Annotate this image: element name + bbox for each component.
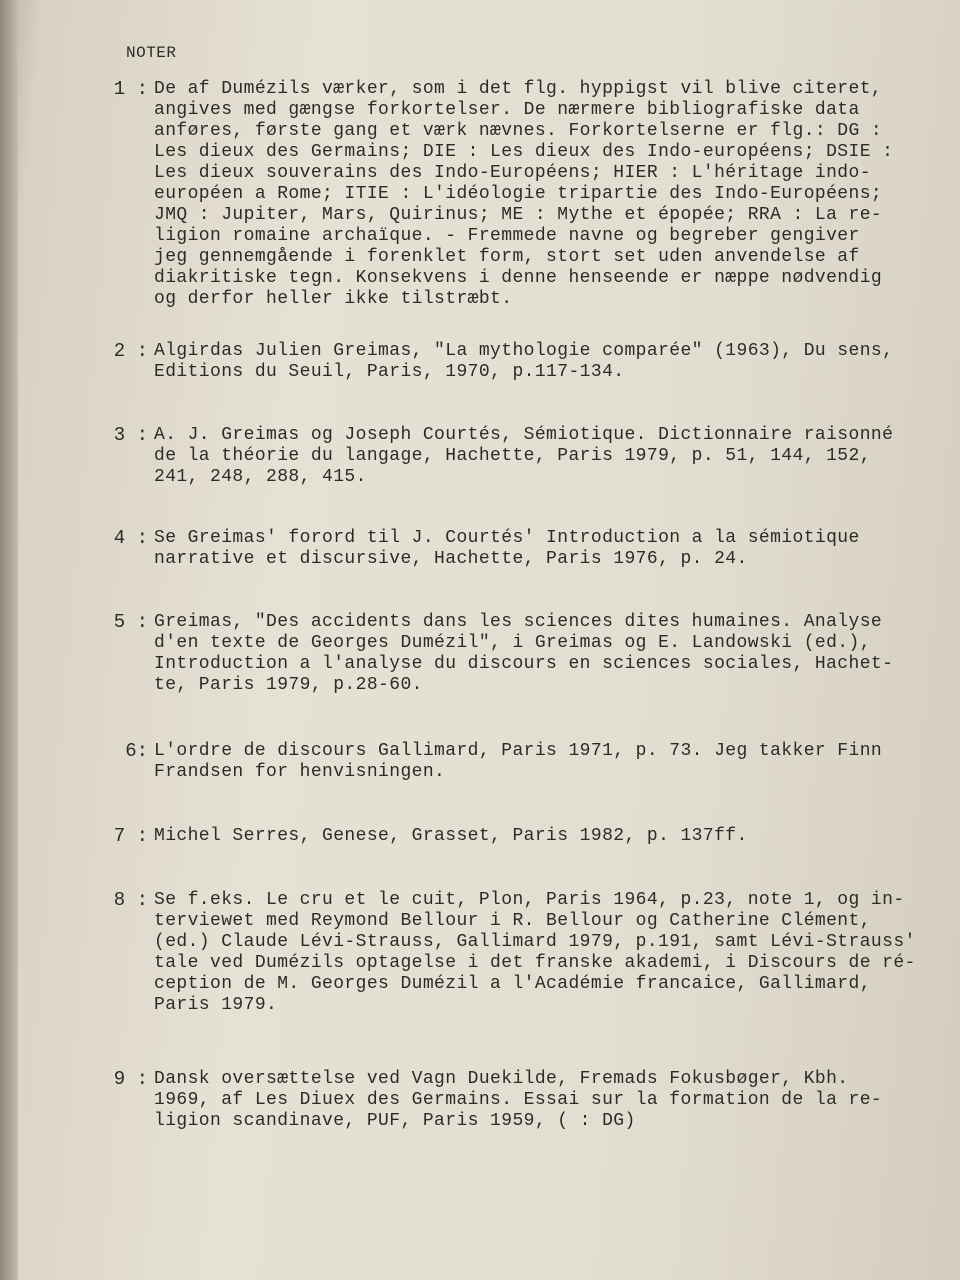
book-spine-shadow <box>0 0 18 1280</box>
footnote-number: 2 : <box>113 340 148 362</box>
footnote-line: Greimas, "Des accidents dans les sciences dites humaines. Analyse <box>154 612 883 632</box>
footnote-line: angives med gængse forkortelser. De nærmere bibliografiske data <box>154 100 860 120</box>
footnote-line: Dansk oversættelse ved Vagn Duekilde, Fremads Fokusbøger, Kbh. <box>154 1069 849 1089</box>
footnote-line: Introduction a l'analyse du discours en sciences sociales, Hachet- <box>154 654 894 674</box>
footnote-line: L'ordre de discours Gallimard, Paris 1971, p. 73. Jeg takker Finn <box>154 741 883 761</box>
footnote-line: og derfor heller ikke tilstræbt. <box>154 289 513 309</box>
footnote-line: tale ved Dumézils optagelse i det franske akademi, i Discours de ré- <box>154 953 916 973</box>
footnote-number: 1 : <box>113 78 148 100</box>
footnote-line: Les dieux souverains des Indo-Européens; HIER : L'héritage indo- <box>154 163 871 183</box>
footnote-number: 9 : <box>113 1068 148 1090</box>
footnote-number: 5 : <box>113 611 148 633</box>
footnote-number: 7 : <box>113 825 148 847</box>
footnote-line: narrative et discursive, Hachette, Paris 1976, p. 24. <box>154 549 748 569</box>
footnote-number: 3 : <box>113 424 148 446</box>
footnote-line: 241, 248, 288, 415. <box>154 467 367 487</box>
footnote-line: 1969, af Les Diuex des Germains. Essai sur la formation de la re- <box>154 1090 883 1110</box>
footnote-line: (ed.) Claude Lévi-Strauss, Gallimard 1979, p.191, samt Lévi-Strauss' <box>154 932 916 952</box>
footnote-line: ligion romaine archaïque. - Fremmede navne og begreber gengiver <box>154 226 860 246</box>
footnote-line: ligion scandinave, PUF, Paris 1959, ( : DG) <box>154 1111 636 1131</box>
footnote-line: Se Greimas' forord til J. Courtés' Introduction a la sémiotique <box>154 528 860 548</box>
footnote-line: anføres, første gang et værk nævnes. Forkortelserne er flg.: DG : <box>154 121 883 141</box>
footnote-line: Frandsen for henvisningen. <box>154 762 446 782</box>
footnote-line: te, Paris 1979, p.28-60. <box>154 675 423 695</box>
footnote-line: Algirdas Julien Greimas, "La mythologie comparée" (1963), Du sens, <box>154 341 894 361</box>
footnote-line: Les dieux des Germains; DIE : Les dieux des Indo-européens; DSIE : <box>154 142 894 162</box>
footnote-line: ception de M. Georges Dumézil a l'Académie francaice, Gallimard, <box>154 974 871 994</box>
footnote-line: Editions du Seuil, Paris, 1970, p.117-134. <box>154 362 625 382</box>
footnote-line: jeg gennemgående i forenklet form, stort set uden anvendelse af <box>154 247 860 267</box>
footnote-line: d'en texte de Georges Dumézil", i Greimas og E. Landowski (ed.), <box>154 633 871 653</box>
footnote-line: Michel Serres, Genese, Grasset, Paris 1982, p. 137ff. <box>154 826 748 846</box>
footnote-number: 6: <box>125 740 148 762</box>
footnote-line: européen a Rome; ITIE : L'idéologie tripartie des Indo-Européens; <box>154 184 883 204</box>
footnote-line: Se f.eks. Le cru et le cuit, Plon, Paris 1964, p.23, note 1, og in- <box>154 890 905 910</box>
footnote-line: de la théorie du langage, Hachette, Paris 1979, p. 51, 144, 152, <box>154 446 871 466</box>
footnote-number: 8 : <box>113 889 148 911</box>
footnote-line: Paris 1979. <box>154 995 278 1015</box>
footnote-line: diakritiske tegn. Konsekvens i denne henseende er næppe nødvendig <box>154 268 883 288</box>
page-heading: NOTER <box>126 44 177 62</box>
footnote-line: De af Dumézils værker, som i det flg. hyppigst vil blive citeret, <box>154 79 883 99</box>
footnote-number: 4 : <box>113 527 148 549</box>
footnote-line: JMQ : Jupiter, Mars, Quirinus; ME : Mythe et épopée; RRA : La re- <box>154 205 883 225</box>
footnote-line: terviewet med Reymond Bellour i R. Bellour og Catherine Clément, <box>154 911 871 931</box>
footnote-line: A. J. Greimas og Joseph Courtés, Sémiotique. Dictionnaire raisonné <box>154 425 894 445</box>
